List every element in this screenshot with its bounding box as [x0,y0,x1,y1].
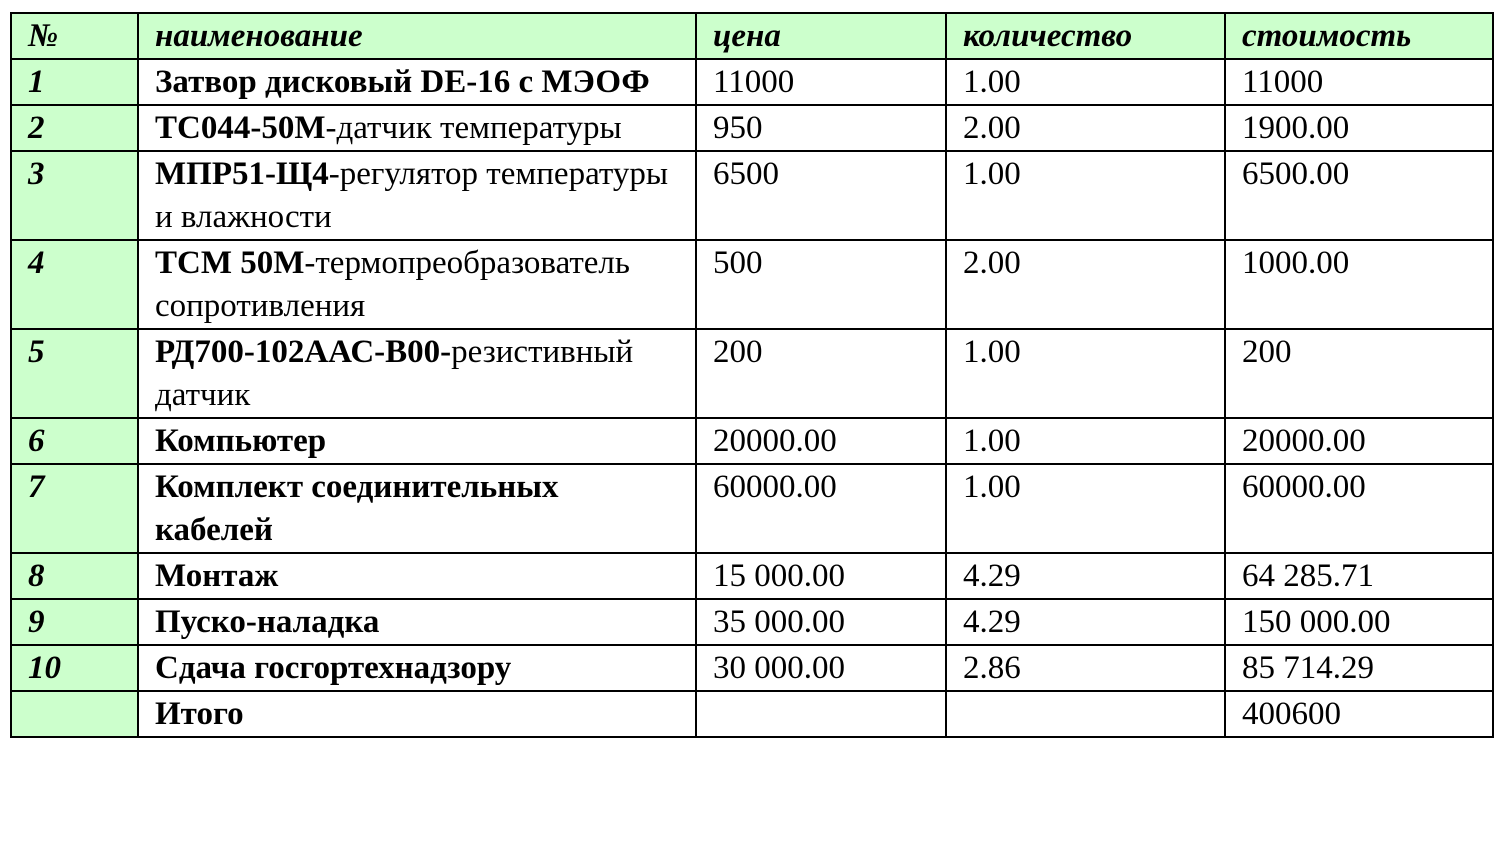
table-row [11,418,1493,464]
row-num: 1 [11,59,138,105]
row-name-bold: Компьютер [155,423,327,459]
table-row [11,553,1493,599]
row-name [138,645,696,691]
row-qty: 1.00 [946,329,1225,418]
row-name-rest: -термопреобразователь сопротивления [155,245,630,324]
row-num: 9 [11,599,138,645]
row-name [138,240,696,329]
row-cost: 11000 [1225,59,1493,105]
row-name [138,418,696,464]
header-name: наименование [138,13,696,59]
row-name-bold: МПР51-Щ4 [155,156,329,192]
total-label [138,691,696,737]
row-cost: 150 000.00 [1225,599,1493,645]
row-name-rest: -датчик температуры [325,110,622,146]
row-qty: 4.29 [946,599,1225,645]
row-price: 35 000.00 [696,599,946,645]
row-name-rest: -регулятор температуры и влажности [155,156,669,235]
row-price: 11000 [696,59,946,105]
row-name-rest: резистивный датчик [155,334,634,413]
total-price-cell [696,691,946,737]
row-num: 3 [11,151,138,240]
row-name-bold: РД700-102ААС-В00- [155,334,452,370]
row-name-bold: Монтаж [155,558,279,594]
table-row [11,599,1493,645]
header-qty: количество [946,13,1225,59]
row-name [138,464,696,553]
table-row [11,329,1493,418]
table-row [11,240,1493,329]
row-qty: 4.29 [946,553,1225,599]
row-name [138,151,696,240]
row-name-bold: ТС044-50М [155,110,326,146]
row-qty: 2.86 [946,645,1225,691]
table-row [11,59,1493,105]
table-header-row [11,13,1493,59]
row-price: 20000.00 [696,418,946,464]
table-row [11,105,1493,151]
total-qty-cell [946,691,1225,737]
row-name-bold: Сдача госгортехнадзору [155,650,512,686]
row-qty: 1.00 [946,59,1225,105]
header-num: № [11,13,138,59]
row-cost: 60000.00 [1225,464,1493,553]
header-price: цена [696,13,946,59]
row-name [138,553,696,599]
row-qty: 1.00 [946,418,1225,464]
row-qty: 2.00 [946,105,1225,151]
row-price: 60000.00 [696,464,946,553]
row-name-bold: ТСМ 50М [155,245,305,281]
row-cost: 64 285.71 [1225,553,1493,599]
row-num: 2 [11,105,138,151]
total-num-cell [11,691,138,737]
total-label-text: Итого [155,696,244,732]
row-num: 5 [11,329,138,418]
row-price: 15 000.00 [696,553,946,599]
row-num: 7 [11,464,138,553]
table-row [11,464,1493,553]
row-num: 6 [11,418,138,464]
row-name-bold: Комплект соединительных кабелей [155,469,559,548]
row-price: 200 [696,329,946,418]
row-qty: 2.00 [946,240,1225,329]
row-qty: 1.00 [946,151,1225,240]
table-row [11,151,1493,240]
row-name [138,105,696,151]
row-name-bold: Пуско-наладка [155,604,380,640]
total-row [11,691,1493,737]
row-cost: 85 714.29 [1225,645,1493,691]
row-cost: 1900.00 [1225,105,1493,151]
cost-table [10,12,1494,738]
table-row [11,645,1493,691]
row-cost: 6500.00 [1225,151,1493,240]
row-name [138,599,696,645]
row-name-bold: Затвор дисковый DE-16 с МЭОФ [155,64,650,100]
row-cost: 1000.00 [1225,240,1493,329]
row-name [138,59,696,105]
total-cost: 400600 [1225,691,1493,737]
row-num: 10 [11,645,138,691]
row-price: 950 [696,105,946,151]
row-price: 6500 [696,151,946,240]
row-qty: 1.00 [946,464,1225,553]
row-price: 30 000.00 [696,645,946,691]
row-price: 500 [696,240,946,329]
row-cost: 20000.00 [1225,418,1493,464]
row-num: 4 [11,240,138,329]
row-name [138,329,696,418]
row-cost: 200 [1225,329,1493,418]
header-cost: стоимость [1225,13,1493,59]
row-num: 8 [11,553,138,599]
